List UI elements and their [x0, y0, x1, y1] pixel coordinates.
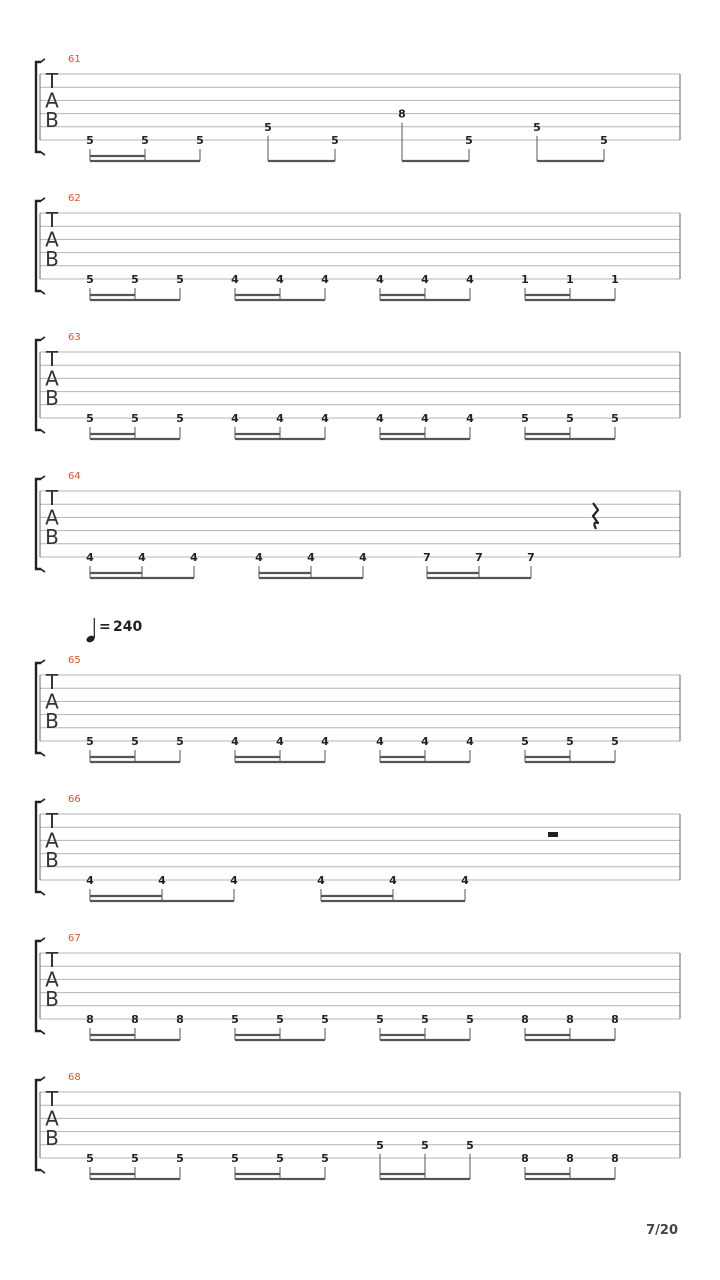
fret-number: 4: [421, 735, 429, 748]
fret-number: 8: [398, 107, 406, 121]
beam-group: [521, 735, 619, 762]
fret-number: 5: [276, 1152, 284, 1165]
beam-group: [376, 412, 474, 439]
tab-clef-letter: A: [45, 366, 59, 391]
fret-number: 4: [276, 412, 284, 425]
fret-number: 5: [466, 1138, 474, 1152]
measure-number: 67: [68, 933, 81, 944]
tab-clef-letter: B: [45, 108, 59, 132]
fret-number: 4: [158, 874, 166, 887]
fret-number: 4: [231, 412, 239, 425]
beam-group: [86, 735, 184, 762]
fret-number: 5: [131, 735, 139, 748]
beam-group: [86, 273, 184, 300]
fret-number: 5: [465, 134, 473, 147]
fret-number: 4: [321, 412, 329, 425]
beam-group: [376, 1013, 474, 1040]
fret-number: 4: [389, 874, 397, 887]
tab-clef-letter: A: [45, 505, 59, 530]
fret-number: 5: [421, 1138, 429, 1152]
fret-number: 4: [321, 735, 329, 748]
fret-number: 5: [376, 1138, 384, 1152]
tab-clef-letter: B: [45, 1126, 59, 1150]
tab-clef-letter: A: [45, 967, 59, 992]
fret-number: 5: [131, 412, 139, 425]
beam-group: [231, 412, 329, 439]
fret-number: 5: [566, 412, 574, 425]
tab-clef-letter: B: [45, 525, 59, 549]
page-number: 7/20: [646, 1223, 678, 1238]
tempo-marking: [85, 618, 142, 644]
fret-number: 4: [190, 551, 198, 564]
tab-clef-letter: T: [45, 347, 59, 371]
fret-number: 7: [527, 551, 535, 564]
tab-clef-letter: A: [45, 1106, 59, 1131]
fret-number: 5: [131, 273, 139, 286]
tab-clef-letter: T: [45, 69, 59, 93]
fret-number: 5: [321, 1152, 329, 1165]
fret-number: 4: [376, 273, 384, 286]
tab-clef-letter: T: [45, 809, 59, 833]
quarter-rest-icon: [593, 503, 598, 529]
half-rest-icon: [548, 832, 558, 837]
beam-group: [423, 551, 535, 578]
tab-clef-letter: A: [45, 689, 59, 714]
fret-number: 5: [421, 1013, 429, 1026]
measure-number: 63: [68, 332, 81, 343]
beam-group: [231, 273, 329, 300]
fret-number: 5: [600, 134, 608, 147]
fret-number: 8: [611, 1152, 619, 1165]
beam-group: [86, 134, 204, 161]
fret-number: 4: [231, 735, 239, 748]
fret-number: 8: [521, 1013, 529, 1026]
fret-number: 5: [86, 735, 94, 748]
tab-clef-letter: A: [45, 828, 59, 853]
tab-clef-letter: T: [45, 948, 59, 972]
beam-group: [231, 1013, 329, 1040]
fret-number: 8: [176, 1013, 184, 1026]
beam-group: [521, 273, 619, 300]
fret-number: 4: [307, 551, 315, 564]
tab-system: [36, 655, 680, 762]
fret-number: 4: [86, 551, 94, 564]
measure-number: 64: [68, 471, 81, 482]
fret-number: 4: [276, 273, 284, 286]
tab-system: [36, 471, 680, 578]
tab-clef-letter: B: [45, 987, 59, 1011]
fret-number: 4: [317, 874, 325, 887]
fret-number: 5: [176, 412, 184, 425]
beam-group: [376, 735, 474, 762]
tab-clef-letter: T: [45, 1087, 59, 1111]
beam-group: [86, 1013, 184, 1040]
fret-number: 8: [131, 1013, 139, 1026]
tab-clef-letter: B: [45, 247, 59, 271]
fret-number: 4: [231, 273, 239, 286]
fret-number: 5: [86, 1152, 94, 1165]
fret-number: 5: [611, 735, 619, 748]
fret-number: 4: [276, 735, 284, 748]
fret-number: 5: [276, 1013, 284, 1026]
tab-system: [36, 933, 680, 1040]
beam-group: [398, 108, 473, 161]
fret-number: 4: [421, 412, 429, 425]
fret-number: 4: [461, 874, 469, 887]
fret-number: 4: [421, 273, 429, 286]
fret-number: 5: [466, 1013, 474, 1026]
fret-number: 5: [521, 412, 529, 425]
tab-system: [36, 193, 680, 300]
fret-number: 5: [196, 134, 204, 147]
fret-number: 4: [138, 551, 146, 564]
beam-group: [255, 551, 367, 578]
fret-number: 4: [466, 412, 474, 425]
fret-number: 5: [331, 134, 339, 147]
fret-number: 8: [611, 1013, 619, 1026]
fret-number: 5: [611, 412, 619, 425]
tab-clef-letter: T: [45, 208, 59, 232]
tab-systems: [36, 54, 680, 1179]
fret-number: 5: [566, 735, 574, 748]
beam-group: [86, 1152, 184, 1179]
fret-number: 8: [566, 1013, 574, 1026]
fret-number: 5: [521, 735, 529, 748]
measure-number: 66: [68, 794, 81, 805]
fret-number: 4: [86, 874, 94, 887]
tempo-value: 240: [113, 619, 143, 635]
fret-number: 4: [466, 735, 474, 748]
tab-clef-letter: B: [45, 386, 59, 410]
fret-number: 5: [231, 1152, 239, 1165]
fret-number: 4: [230, 874, 238, 887]
tab-clef-letter: T: [45, 486, 59, 510]
beam-group: [231, 1152, 329, 1179]
tab-system: [36, 794, 680, 901]
beam-group: [376, 273, 474, 300]
fret-number: 5: [86, 273, 94, 286]
fret-number: 5: [533, 120, 541, 134]
tab-system: [36, 54, 680, 161]
fret-number: 4: [466, 273, 474, 286]
tab-clef-letter: A: [45, 88, 59, 113]
fret-number: 7: [475, 551, 483, 564]
fret-number: 5: [176, 1152, 184, 1165]
tab-clef-letter: B: [45, 709, 59, 733]
tab-system: [36, 1072, 680, 1179]
fret-number: 5: [264, 120, 272, 134]
tab-clef-letter: B: [45, 848, 59, 872]
fret-number: 4: [255, 551, 263, 564]
measure-number: 62: [68, 193, 81, 204]
fret-number: 4: [376, 412, 384, 425]
tab-system: [36, 332, 680, 439]
measure-number: 65: [68, 655, 81, 666]
fret-number: 4: [321, 273, 329, 286]
fret-number: 5: [176, 735, 184, 748]
fret-number: 8: [566, 1152, 574, 1165]
fret-number: 5: [86, 134, 94, 147]
fret-number: 7: [423, 551, 431, 564]
fret-number: 1: [566, 273, 574, 286]
beam-group: [521, 1013, 619, 1040]
tab-clef-letter: A: [45, 227, 59, 252]
fret-number: 1: [521, 273, 529, 286]
fret-number: 5: [176, 273, 184, 286]
fret-number: 8: [521, 1152, 529, 1165]
fret-number: 5: [376, 1013, 384, 1026]
beam-group: [317, 874, 469, 901]
tempo-equals: =: [99, 619, 111, 635]
fret-number: 4: [376, 735, 384, 748]
fret-number: 5: [86, 412, 94, 425]
fret-number: 5: [231, 1013, 239, 1026]
measure-number: 61: [68, 54, 81, 65]
fret-number: 1: [611, 273, 619, 286]
fret-number: 8: [86, 1013, 94, 1026]
tab-clef-letter: T: [45, 670, 59, 694]
fret-number: 4: [359, 551, 367, 564]
measure-number: 68: [68, 1072, 81, 1083]
beam-group: [86, 874, 238, 901]
beam-group: [521, 412, 619, 439]
beam-group: [521, 1152, 619, 1179]
fret-number: 5: [141, 134, 149, 147]
beam-group: [86, 551, 198, 578]
beam-group: [231, 735, 329, 762]
fret-number: 5: [131, 1152, 139, 1165]
beam-group: [86, 412, 184, 439]
fret-number: 5: [321, 1013, 329, 1026]
